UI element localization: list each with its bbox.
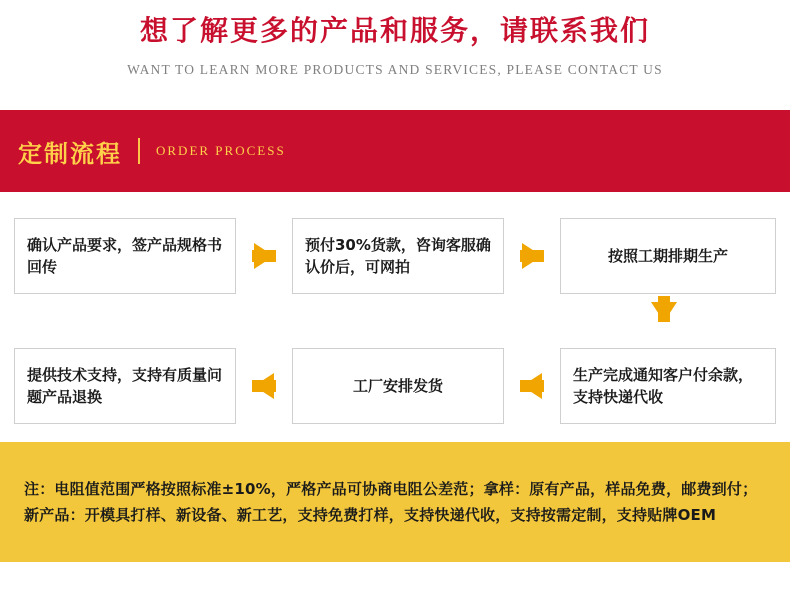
arrow-right-1-icon [236, 243, 292, 269]
process-flow-diagram [0, 192, 790, 442]
footer-note [0, 442, 790, 562]
page-title: 想了解更多的产品和服务，请联系我们 [139, 14, 650, 47]
flow-step-1 [14, 218, 236, 294]
flow-step-4 [560, 348, 776, 424]
flow-step-4-label: 生产完成通知客户付余款，支持快递代收 [573, 365, 754, 406]
banner-title: 定制流程 [18, 139, 122, 168]
bottom-spacer [0, 562, 790, 596]
arrow-left-1-icon [504, 373, 560, 399]
banner-divider [138, 138, 140, 164]
flow-row-bottom [14, 347, 776, 425]
flow-step-6 [14, 348, 236, 424]
flow-step-2 [292, 218, 504, 294]
arrow-down-icon [644, 302, 684, 322]
header-block [0, 0, 790, 78]
flow-step-1-label: 确认产品要求，签产品规格书回传 [27, 235, 223, 276]
section-banner [0, 110, 790, 192]
arrow-right-2-icon [504, 243, 560, 269]
flow-step-2-label: 预付30%货款，咨询客服确认价后，可网拍 [305, 235, 491, 276]
footer-note-text: 注：电阻值范围严格按照标准±10%，严格产品可协商电阻公差范；拿样：原有产品，样品免费，邮费到付；新产品：开模具打样、新设备、新工艺，支持免费打样，支持快递代收，支持按需定制，支持贴牌OEM [24, 479, 758, 524]
banner-content [0, 134, 286, 169]
arrow-left-2-icon [236, 373, 292, 399]
flow-step-3-label: 按照工期排期生产 [607, 246, 728, 265]
flow-step-5-label: 工厂安排发货 [352, 376, 443, 395]
flow-step-6-label: 提供技术支持，支持有质量问题产品退换 [27, 365, 223, 406]
page-subtitle: WANT TO LEARN MORE PRODUCTS AND SERVICES, PLEASE CONTACT US [127, 61, 663, 77]
flow-step-3 [560, 218, 776, 294]
flow-step-5 [292, 348, 504, 424]
banner-subtitle: ORDER PROCESS [156, 143, 286, 158]
flow-row-top [14, 217, 776, 295]
